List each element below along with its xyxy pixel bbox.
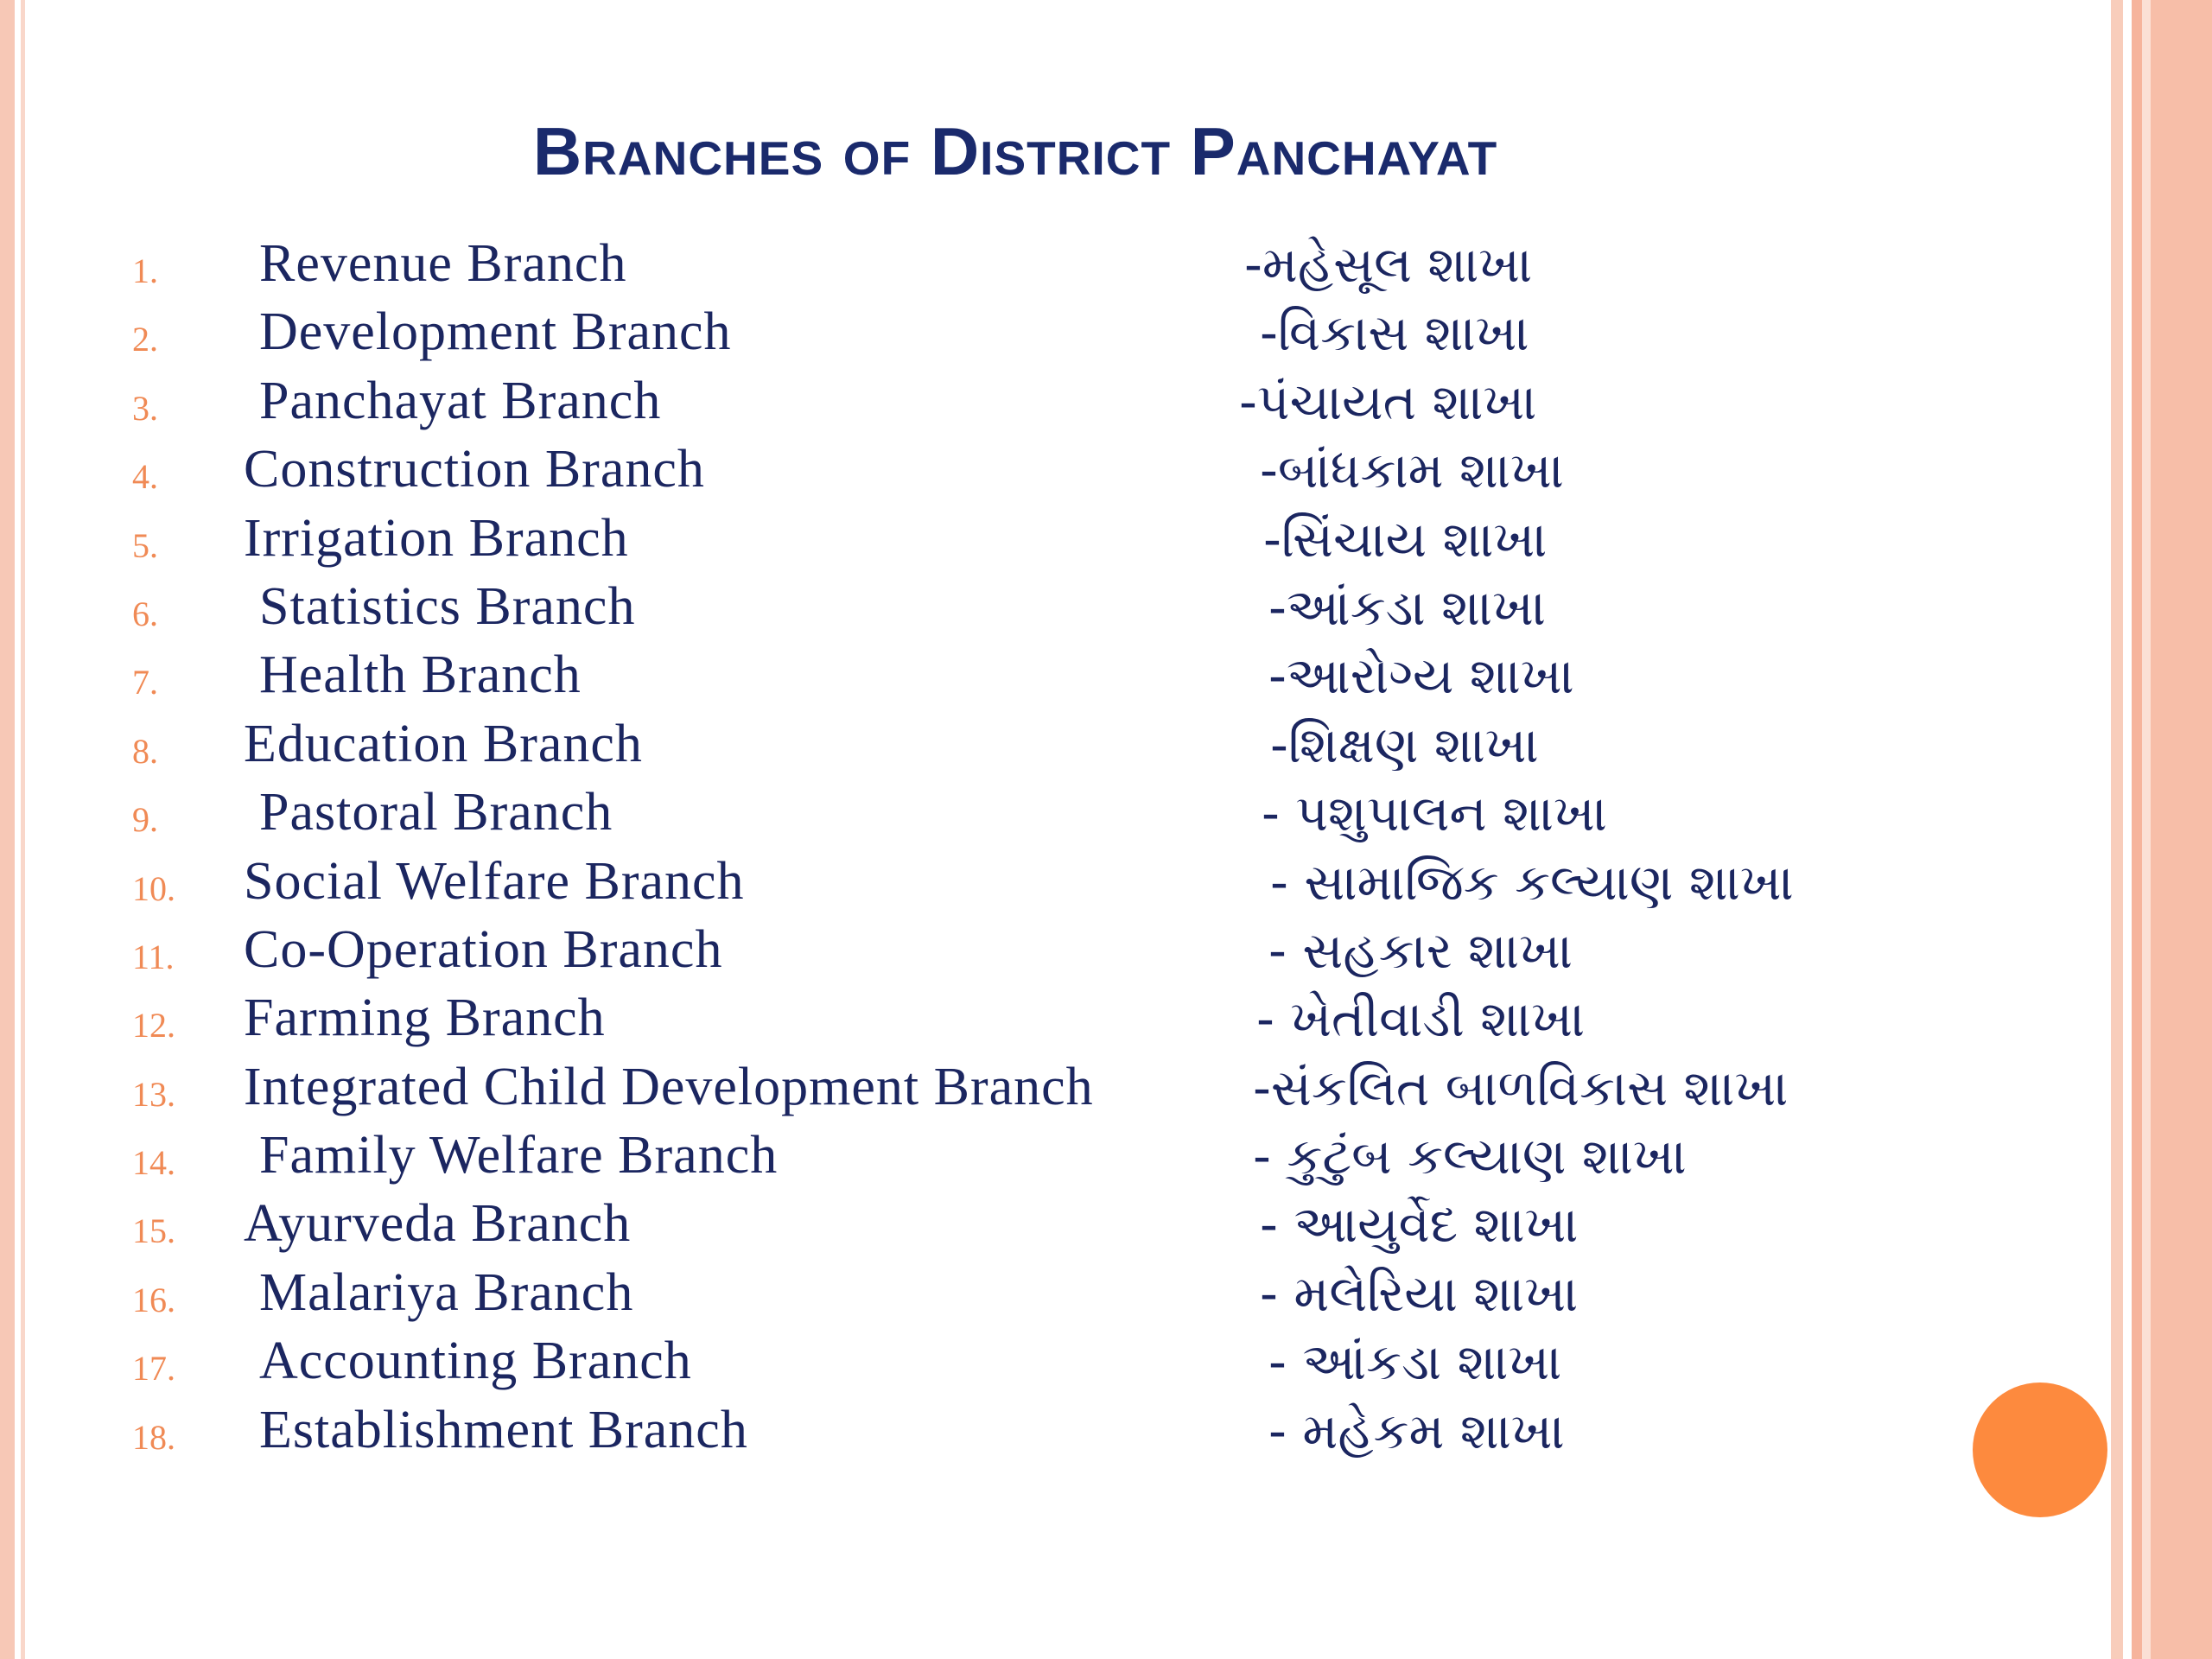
list-item — [0, 576, 2108, 645]
branch-name-gujarati: - કુટુંબ કલ્યાણ શાખા — [1253, 1127, 1687, 1186]
list-item — [0, 1057, 2108, 1125]
list-item-number: 15. — [132, 1211, 175, 1251]
list-item — [0, 233, 2108, 302]
list-item — [0, 1193, 2108, 1262]
list-item — [0, 851, 2108, 919]
list-item-number: 8. — [132, 731, 158, 771]
list-item — [0, 988, 2108, 1056]
branch-name-gujarati: - પશુપાલન શાખા — [1262, 784, 1607, 843]
list-item-number: 6. — [132, 594, 158, 633]
branch-name-english: Co-Operation Branch — [244, 919, 723, 979]
branch-name-gujarati: - આંકડા શાખા — [1268, 1332, 1562, 1392]
list-item-number: 16. — [132, 1280, 175, 1319]
branch-name-english: Integrated Child Development Branch — [244, 1057, 1094, 1116]
list-item-number: 18. — [132, 1417, 175, 1457]
branch-name-gujarati: -મહેસૂલ શાખા — [1244, 235, 1533, 294]
branch-name-gujarati: - મલેરિયા શાખા — [1260, 1263, 1579, 1323]
branch-name-gujarati: - ખેતીવાડી શાખા — [1256, 989, 1586, 1049]
branch-name-english: Pastoral Branch — [259, 783, 613, 842]
list-item — [0, 371, 2108, 439]
list-item — [0, 714, 2108, 782]
list-item-number: 7. — [132, 663, 158, 702]
branch-name-gujarati: - આયુર્વેદ શાખા — [1260, 1195, 1579, 1255]
list-item-number: 10. — [132, 868, 175, 908]
branch-name-gujarati: -શિક્ષણ શાખા — [1270, 715, 1539, 774]
branch-name-english: Social Welfare Branch — [244, 851, 745, 911]
list-item-number: 3. — [132, 388, 158, 428]
list-item-number: 17. — [132, 1349, 175, 1389]
branch-name-english: Revenue Branch — [259, 234, 627, 293]
branch-name-english: Irrigation Branch — [244, 508, 629, 568]
branch-name-english: Establishment Branch — [259, 1400, 748, 1459]
list-item — [0, 302, 2108, 370]
branch-list — [0, 233, 2108, 1468]
list-item — [0, 1125, 2108, 1193]
branch-name-english: Statistics Branch — [259, 576, 636, 636]
branch-name-gujarati: -સંકલિત બાળવિકાસ શાખા — [1253, 1058, 1789, 1117]
branch-name-english: Malariya Branch — [259, 1262, 634, 1322]
page-title: Branches of District Panchayat — [532, 113, 1498, 189]
list-item — [0, 782, 2108, 850]
branch-name-gujarati: -બાંધકામ શાખા — [1260, 441, 1564, 500]
slide-border-right-inner — [2111, 0, 2123, 1659]
list-item-number: 5. — [132, 525, 158, 565]
slide-border-right-stripe — [2132, 0, 2142, 1659]
branch-name-english: Panchayat Branch — [259, 371, 662, 430]
list-item — [0, 1400, 2108, 1468]
branch-name-english: Family Welfare Branch — [259, 1126, 779, 1185]
branch-name-english: Education Branch — [244, 714, 643, 773]
branch-name-english: Development Branch — [259, 302, 732, 362]
branch-name-gujarati: -આંકડા શાખા — [1268, 577, 1546, 637]
list-item-number: 14. — [132, 1143, 175, 1183]
list-item — [0, 508, 2108, 576]
branch-name-gujarati: -આરોગ્ય શાખા — [1268, 646, 1574, 706]
branch-name-gujarati: -વિકાસ શાખા — [1260, 303, 1529, 363]
branch-name-gujarati: -પંચાયત શાખા — [1239, 372, 1537, 431]
list-item — [0, 919, 2108, 988]
branch-name-gujarati: - મહેકમ શાખા — [1268, 1401, 1565, 1460]
list-item-number: 4. — [132, 457, 158, 497]
list-item-number: 11. — [132, 937, 175, 976]
list-item — [0, 645, 2108, 713]
branch-name-gujarati: -સિંચાય શાખા — [1263, 509, 1548, 569]
list-item-number: 9. — [132, 800, 158, 840]
slide-border-right — [2151, 0, 2212, 1659]
list-item — [0, 1262, 2108, 1331]
slide-border-right-light — [2142, 0, 2151, 1659]
list-item — [0, 439, 2108, 507]
branch-name-gujarati: - સામાજિક કલ્યાણ શાખા — [1270, 852, 1794, 912]
branch-name-gujarati: - સહકાર શાખા — [1268, 920, 1573, 980]
branch-name-english: Accounting Branch — [259, 1332, 692, 1391]
list-item-number: 2. — [132, 320, 158, 359]
list-item-number: 12. — [132, 1006, 175, 1046]
list-item-number: 1. — [132, 251, 158, 290]
branch-name-english: Farming Branch — [244, 988, 606, 1048]
list-item-number: 13. — [132, 1074, 175, 1114]
branch-name-english: Ayurveda Branch — [244, 1194, 632, 1254]
branch-name-english: Construction Branch — [244, 440, 705, 499]
list-item — [0, 1331, 2108, 1399]
branch-name-english: Health Branch — [259, 645, 582, 705]
